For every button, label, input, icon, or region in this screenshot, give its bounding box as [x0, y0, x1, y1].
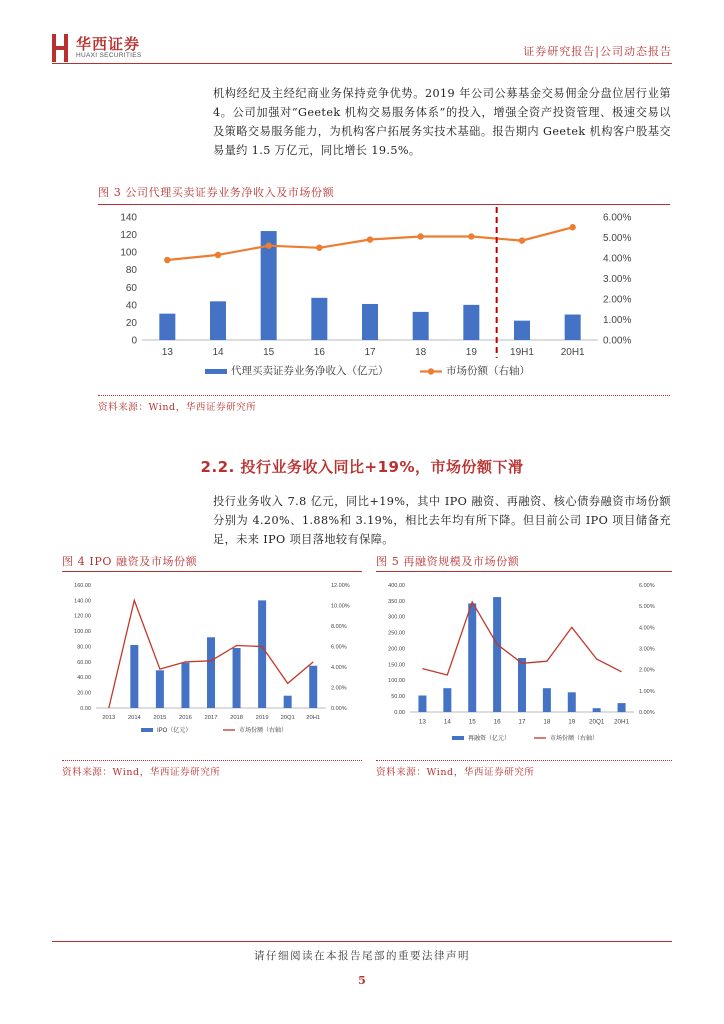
y-right-tick-label: 5.00%	[603, 233, 632, 244]
x-tick-label: 16	[493, 718, 501, 726]
y-left-tick-label: 80.00	[77, 644, 91, 651]
y-left-tick-label: 350.00	[388, 598, 405, 605]
y-right-tick-label: 2.00%	[639, 667, 655, 674]
huaxi-logo-icon	[52, 34, 68, 62]
bar	[309, 666, 317, 708]
x-tick-label: 19	[465, 347, 477, 358]
figure3-source-rule	[98, 395, 670, 396]
bar	[543, 688, 551, 712]
bar	[311, 298, 327, 340]
y-left-tick-label: 120	[120, 230, 137, 242]
line-point	[519, 237, 525, 243]
y-right-tick-label: 3.00%	[639, 646, 655, 653]
y-left-tick-label: 100.00	[74, 629, 91, 636]
x-tick-label: 14	[443, 718, 451, 726]
x-tick-label: 2018	[230, 714, 244, 721]
figure3-chart	[98, 207, 670, 390]
line-point	[569, 224, 575, 230]
y-left-tick-label: 60.00	[77, 659, 91, 666]
x-tick-label: 14	[212, 347, 224, 358]
legend-bar-label: 代理买卖证券业务净收入（亿元）	[231, 365, 389, 377]
figure5-title-rule	[376, 571, 672, 572]
bar	[418, 695, 426, 712]
y-left-tick-label: 100.00	[388, 678, 405, 685]
x-tick-label: 17	[364, 347, 376, 358]
bar	[443, 688, 451, 712]
bar	[130, 645, 138, 708]
y-left-tick-label: 200.00	[388, 646, 405, 653]
y-right-tick-label: 1.00%	[639, 688, 655, 695]
x-tick-label: 2014	[127, 714, 141, 721]
y-left-tick-label: 150.00	[388, 662, 405, 669]
figure5-chart	[376, 575, 672, 755]
bar	[181, 663, 189, 708]
y-right-tick-label: 12.00%	[331, 582, 350, 589]
y-right-tick-label: 4.00%	[603, 253, 632, 265]
bar	[284, 696, 292, 708]
bar	[413, 312, 429, 340]
figure5-title: 图 5 再融资规模及市场份额	[376, 555, 520, 568]
x-tick-label: 13	[161, 347, 173, 358]
line-point	[215, 252, 221, 258]
line-point	[164, 257, 170, 263]
x-tick-label: 15	[263, 347, 275, 358]
header-divider	[52, 63, 672, 64]
x-tick-label: 20H1	[306, 714, 321, 721]
y-left-tick-label: 400.00	[388, 582, 405, 589]
bar	[207, 637, 215, 708]
line-point	[367, 236, 373, 242]
line-point	[316, 245, 322, 251]
figure4-title: 图 4 IPO 融资及市场份额	[62, 555, 198, 568]
x-tick-label: 2013	[102, 714, 116, 721]
y-left-tick-label: 50.00	[391, 694, 405, 701]
bar	[258, 600, 266, 708]
y-right-tick-label: 0.00%	[639, 709, 655, 716]
figure5-source-rule	[376, 760, 672, 761]
bar	[518, 658, 526, 712]
y-left-tick-label: 140.00	[74, 598, 91, 605]
legend-line-label: 市场份额（右轴）	[239, 728, 288, 734]
x-tick-label: 19	[568, 718, 576, 726]
x-tick-label: 13	[418, 718, 426, 726]
bar	[463, 305, 479, 340]
x-tick-label: 18	[543, 718, 551, 726]
y-left-tick-label: 20.00	[77, 690, 91, 697]
x-tick-label: 20Q1	[588, 718, 605, 726]
y-right-tick-label: 2.00%	[603, 294, 632, 306]
figure3-title-rule	[98, 204, 670, 205]
line-point	[265, 243, 271, 249]
y-right-tick-label: 6.00%	[639, 582, 655, 589]
footer-divider	[52, 941, 672, 942]
y-right-tick-label: 6.00%	[603, 212, 632, 224]
legend-bar-swatch	[141, 728, 153, 732]
figure4-source: 资料来源：Wind，华西证券研究所	[62, 767, 221, 778]
y-left-tick-label: 40.00	[77, 675, 91, 682]
report-type: 证券研究报告|公司动态报告	[523, 45, 672, 58]
y-left-tick-label: 20	[125, 317, 137, 329]
y-right-tick-label: 5.00%	[639, 604, 655, 611]
brand-name-cn: 华西证券	[76, 35, 141, 53]
y-left-tick-label: 0.00	[80, 705, 91, 712]
x-tick-label: 20Q1	[280, 714, 295, 721]
x-tick-label: 19H1	[510, 347, 534, 358]
y-left-tick-label: 160.00	[74, 582, 91, 589]
footer-disclaimer: 请仔细阅读在本报告尾部的重要法律声明	[254, 950, 470, 962]
figure3-title: 图 3 公司代理买卖证券业务净收入及市场份额	[98, 186, 335, 199]
y-left-tick-label: 60	[125, 282, 137, 294]
y-right-tick-label: 0.00%	[331, 705, 347, 712]
x-tick-label: 2015	[153, 714, 167, 721]
figure3-source: 资料来源：Wind，华西证券研究所	[98, 402, 257, 413]
bar	[362, 304, 378, 340]
legend-line-marker	[428, 368, 434, 374]
bar	[210, 301, 226, 340]
y-left-tick-label: 80	[125, 265, 137, 277]
y-right-tick-label: 4.00%	[331, 664, 347, 671]
line-point	[468, 233, 474, 239]
line-point	[417, 233, 423, 239]
y-left-tick-label: 140	[120, 212, 137, 224]
legend-bar-swatch	[205, 369, 227, 374]
y-right-tick-label: 8.00%	[331, 623, 347, 630]
section-heading: 2.2. 投行业务收入同比+19%，市场份额下滑	[200, 458, 524, 476]
x-tick-label: 16	[313, 347, 325, 358]
y-left-tick-label: 300.00	[388, 614, 405, 621]
bar	[565, 315, 581, 340]
y-left-tick-label: 250.00	[388, 630, 405, 637]
figure4-title-rule	[62, 571, 362, 572]
ib-paragraph: 投行业务收入 7.8 亿元，同比+19%，其中 IPO 融资、再融资、核心债券融资市场份额分别为 4.20%、1.88%和 3.19%，相比去年均有所下降。但目前公司 IPO 项目储备充足，未来 IPO 项目落地较有保障。	[213, 495, 671, 546]
bar	[233, 648, 241, 708]
legend-line-label: 市场份额（右轴）	[550, 736, 599, 742]
figure4-source-rule	[62, 760, 362, 761]
bar	[159, 314, 175, 340]
y-right-tick-label: 6.00%	[331, 644, 347, 651]
y-right-tick-label: 1.00%	[603, 315, 632, 326]
y-right-tick-label: 2.00%	[331, 685, 347, 692]
bar	[493, 597, 501, 712]
y-right-tick-label: 0.00%	[603, 335, 632, 347]
x-tick-label: 2017	[204, 714, 218, 721]
y-left-tick-label: 100	[120, 247, 137, 259]
x-tick-label: 2016	[178, 714, 192, 721]
y-right-tick-label: 3.00%	[603, 274, 632, 285]
bar	[156, 670, 164, 708]
x-tick-label: 15	[468, 718, 476, 726]
x-tick-label: 18	[415, 347, 427, 358]
legend-bar-label: IPO（亿元）	[157, 728, 192, 734]
y-left-tick-label: 120.00	[74, 613, 91, 620]
y-right-tick-label: 10.00%	[331, 603, 350, 610]
y-right-tick-label: 4.00%	[639, 625, 655, 632]
x-tick-label: 20H1	[560, 347, 585, 358]
y-left-tick-label: 40	[125, 300, 137, 312]
line-series	[167, 227, 572, 260]
bar	[593, 708, 601, 712]
brand-name-en: HUAXI SECURITIES	[76, 52, 142, 59]
x-tick-label: 2019	[255, 714, 269, 721]
x-tick-label: 20H1	[614, 718, 630, 726]
figure5-source: 资料来源：Wind，华西证券研究所	[376, 767, 535, 778]
legend-bar-swatch	[452, 736, 464, 740]
bar	[568, 692, 576, 712]
page-number: 5	[358, 974, 366, 987]
bar	[618, 703, 626, 712]
x-tick-label: 17	[518, 718, 526, 726]
figure4-chart	[62, 575, 362, 755]
intro-paragraph: 机构经纪及主经纪商业务保持竞争优势。2019 年公司公募基金交易佣金分盘位居行业第 4。公司加强对“Geetek 机构交易服务体系”的投入，增强全资产投资管理、极速交易以及策略交易服务能力，为机构客户拓展务实技术基础。报告期内 Geetek 机构客户股基交易量约 1.5 万亿元，同比增长 19.5%。	[213, 87, 671, 157]
y-left-tick-label: 0	[131, 335, 137, 347]
bar	[468, 603, 476, 712]
y-left-tick-label: 0.00	[394, 709, 405, 716]
bar	[514, 321, 530, 340]
legend-bar-label: 再融资（亿元）	[468, 736, 511, 742]
legend-line-label: 市场份额（右轴）	[446, 365, 530, 377]
